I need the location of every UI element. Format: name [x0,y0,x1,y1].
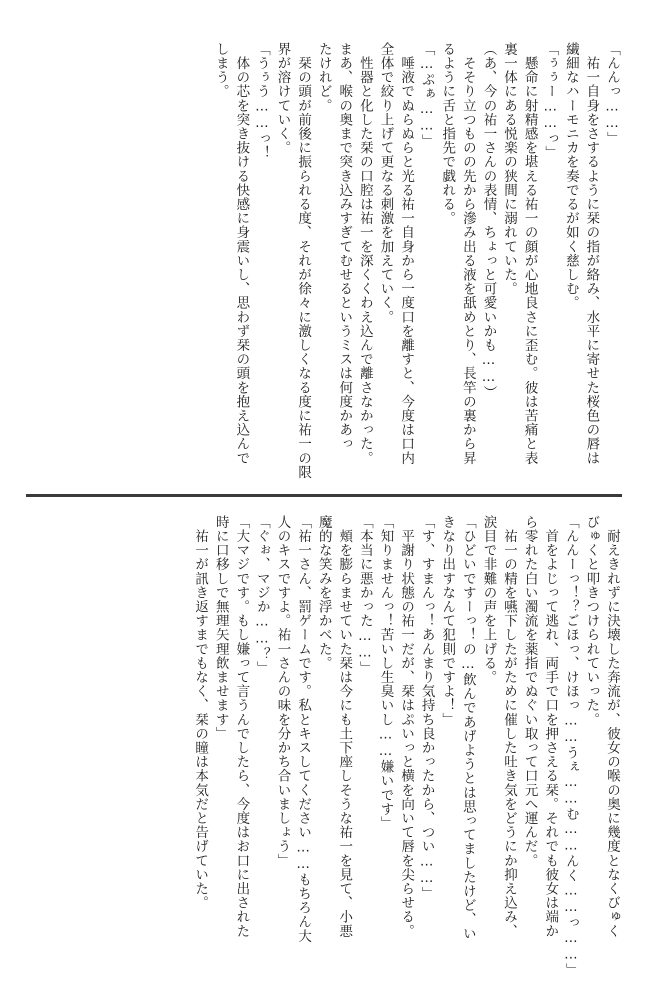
text-line: 唾液でぬらぬらと光る祐一自身から一度口を離すと、今度は口内 [398,42,415,465]
text-line: 頬を膨らませていた栞は今にも土下座しそうな祐一を見て、小悪 [336,515,353,938]
text-line: 「んんっ……」 [604,42,620,146]
text-line: 「んんーっ！？ごほっ、けほっ……うぇ……む……んく……っ……」 [562,515,579,978]
text-line: 繊細なハーモニカを奏でるが如く慈しむ。 [562,42,579,310]
lower-text-block [42,515,622,978]
text-line: 時に口移しで無理矢理飲ませます」 [212,515,229,741]
text-line: 栞の頭が前後に振られる度、それが徐々に激しくなる度に祐一の限 [295,42,312,480]
text-line: 「知りませんっ！苦いし生臭いし……嫌いです」 [377,515,394,831]
text-line: 性器と化した栞の口腔は祐一を深くくわえ込んで離さなかった。 [356,42,373,465]
text-line: 「本当に悪かった……」 [356,515,373,676]
text-line: そそり立つものの先から滲み出る液を舐めとり、長竿の裏から昇 [459,42,476,465]
text-line: 「大マジです。もし嫌って言うんでしたら、今度はお口に出された [233,515,250,938]
text-line: 祐一が訊き返すまでもなく、栞の瞳は本気だと告げていた。 [192,515,209,910]
text-line: たけれど。 [315,42,332,113]
text-line: しまう。 [212,42,229,99]
text-line: 「ぐぉ、マジか……？」 [253,515,270,676]
text-line: ら零れた白い濁流を薬指でぬぐい取って口元へ運んだ。 [521,515,538,868]
text-line: まあ、喉の奥まで突き込みすぎてむせるというミスは何度かあっ [336,42,353,451]
text-line: 界が溶けていく。 [274,42,291,155]
text-line: 耐えきれずに決壊した奔流が、彼女の喉の奥に幾度となくびゅく [604,515,620,938]
text-line: 祐一の精を嚥下したがために催した吐き気をどうにか抑え込み、 [501,515,518,938]
text-line: 「ぅぅー……っ」 [542,42,559,160]
text-line: きなり出すなんて犯則ですよ！」 [439,515,456,727]
text-line: 「…ぷぁ……」 [418,42,435,149]
text-line: 「す、すまんっ！あんまり気持ち良かったから、つい……」 [418,515,435,901]
text-line: 首をよじって逃れ、両手で口を押さえる栞。それでも彼女は端か [542,515,559,938]
text-line: 平謝り状態の祐一だが、栞はぷいっと横を向いて唇を尖らせる。 [398,515,415,938]
text-line: 「ひどいですーっ！の…飲んであげようとは思ってましたけど、い [459,515,476,941]
text-line: 裏一体にある悦楽の狭間に溺れていた。 [501,42,518,296]
text-line: 体の芯を突き抜ける快感に身震いし、思わず栞の頭を抱え込んで [233,42,250,465]
upper-text-block [42,42,622,480]
text-line: 懸命に射精感を堪える祐一の顔が心地良さに歪む。彼は苦痛と表 [521,42,538,465]
text-line: びゅくと叩きつけられていった。 [583,515,600,727]
text-line: るように舌と指先で戯れる。 [439,42,456,226]
text-line: 「祐一さん、罰ゲームです。私とキスしてください……もちろん大 [295,515,312,943]
text-line: （あ、今の祐一さんの表情、ちょっと可愛いかも……） [480,42,497,400]
text-line: 涙目で非難の声を上げる。 [480,515,497,685]
text-line: 人のキスですよ。祐一さんの味を分かち合いましょう」 [274,515,291,868]
section-divider [26,494,622,497]
text-line: 「うぅう……っ！ [253,42,270,160]
text-line: 魔的な笑みを浮かべた。 [315,515,332,671]
text-line: 全体で絞り上げて更なる刺激を加えていく。 [377,42,394,324]
text-line: 祐一自身をさするように栞の指が絡み、水平に寄せた桜色の唇は [583,42,600,465]
